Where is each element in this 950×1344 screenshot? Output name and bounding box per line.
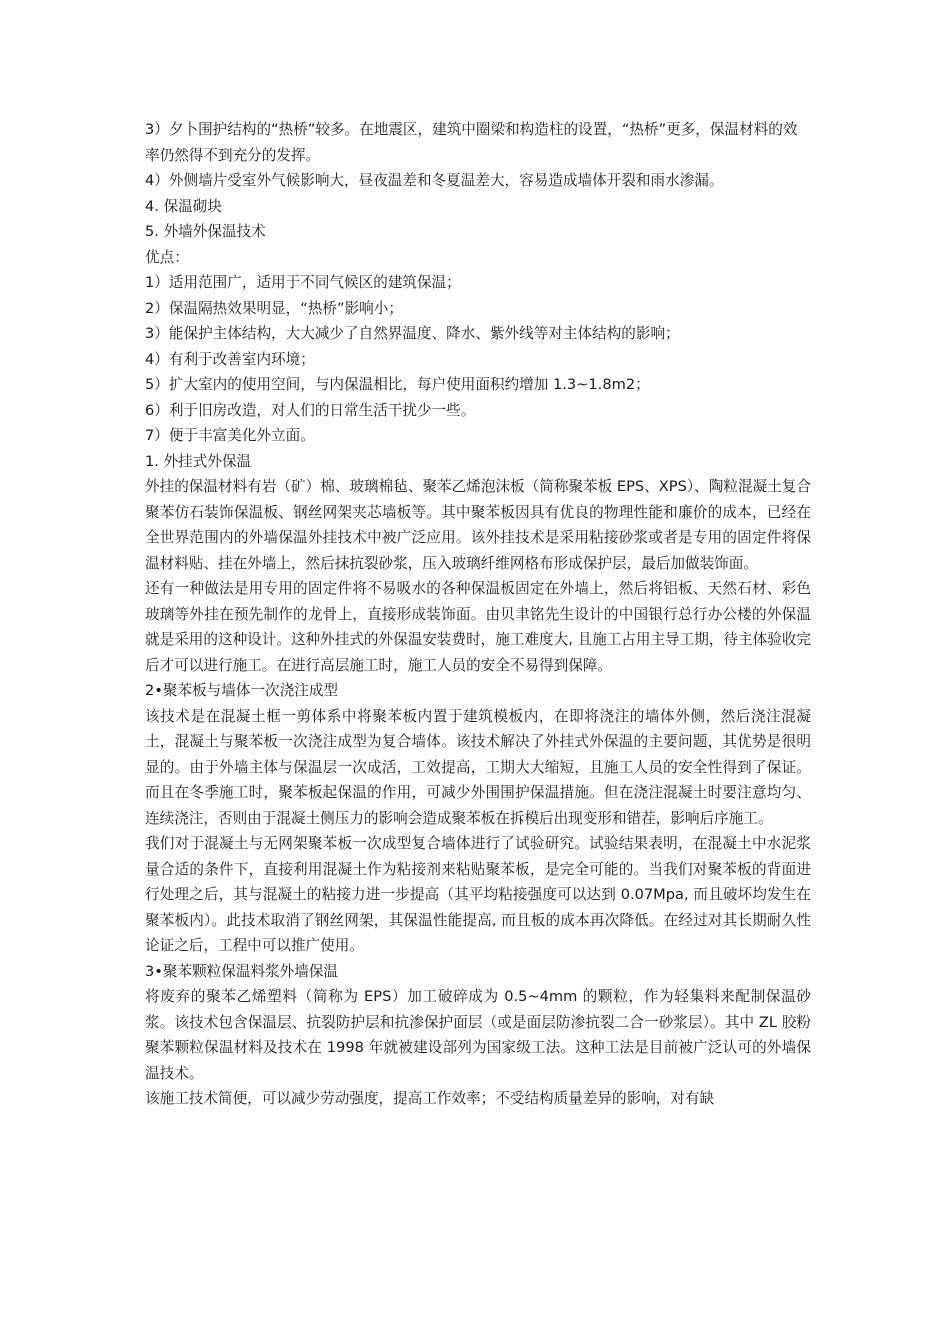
paragraph-eps-mortar: 将废弃的聚苯乙烯塑料（简称为 EPS）加工破碎成为 0.5~4mm 的颗粒，作为轻集料来配制保温砂浆。该技术包含保温层、抗裂防护层和抗渗保护面层（或是面层防渗抗裂二合一砂浆层）。其中 ZL 胶粉聚苯颗粒保温材料及技术在 1998 年就被建设部列为国家级工法。这种工法是目前被广泛认可的外墙保温技术。 [145, 988, 811, 1082]
heading-hanging-insulation: 1. 外挂式外保温 [145, 452, 252, 470]
paragraph-casting-research: 我们对于混凝土与无网架聚苯板一次成型复合墙体进行了试验研究。试验结果表明，在混凝土中水泥浆量合适的条件下，直接利用混凝土作为粘接剂来粘贴聚苯板，是完全可能的。当我们对聚苯板的背面进行处理之后，其与混凝土的粘接力进一步提高（其平均粘接强度可以达到 0.07Mpa, 而且破坏均发生在聚苯板内）。此技术取消了钢丝网架，其保温性能提高, 而且板的成本再次降低。在经过对其长期耐久性论证之后，工程中可以推广使用。 [145, 835, 811, 954]
heading-insulation-block: 4. 保温砌块 [145, 197, 222, 215]
list-item-advantage-2: 2）保温隔热效果明显，“热桥”影响小； [145, 299, 403, 317]
list-item-advantage-1: 1）适用范围广，适用于不同气候区的建筑保温； [145, 274, 461, 291]
paragraph-construction-simplicity: 该施工技术简便，可以减少劳动强度，提高工作效率；不受结构质量差异的影响，对有缺 [145, 1090, 715, 1107]
list-item-advantage-3: 3）能保护主体结构，大大减少了自然界温度、降水、紫外线等对主体结构的影响； [145, 325, 680, 342]
heading-external-insulation: 5. 外墙外保温技术 [145, 223, 266, 240]
paragraph-thermal-bridge: 3）夕卜围护结构的“热桥”较多。在地震区，建筑中圈梁和构造柱的设置，“热桥”更多，保温材料的效率仍然得不到充分的发挥。 [145, 121, 798, 164]
label-advantages: 优点： [145, 248, 189, 266]
list-item-advantage-6: 6）利于旧房改造，对人们的日常生活干扰少一些。 [145, 401, 476, 419]
list-item-advantage-7: 7）便于丰富美化外立面。 [145, 427, 315, 444]
document-body [145, 117, 811, 1112]
list-item-advantage-4: 4）有利于改善室内环境； [145, 350, 315, 368]
paragraph-casting-technique: 该技术是在混凝土框一剪体系中将聚苯板内置于建筑模板内，在即将浇注的墙体外侧，然后浇注混凝土，混凝土与聚苯板一次浇注成型为复合墙体。该技术解决了外挂式外保温的主要问题，其优势是很明显的。由于外墙主体与保温层一次成活，工效提高，工期大大缩短，且施工人员的安全性得到了保证。而且在冬季施工时，聚苯板起保温的作用，可减少外围围护保温措施。但在浇注混凝土时要注意均匀、连续浇注，否则由于混凝土侧压力的影响会造成聚苯板在拆模后出现变形和错茬，影响后序施工。 [145, 707, 811, 827]
paragraph-hanging-materials: 外挂的保温材料有岩（矿）棉、玻璃棉毡、聚苯乙烯泡沫板（简称聚苯板 EPS、XPS）、陶粒混凝土复合聚苯仿石装饰保温板、钢丝网架夹芯墙板等。其中聚苯板因具有优良的物理性能和廉价的成本，已经在全世界范围内的外墙保温外挂技术中被广泛应用。该外挂技术是采用粘接砂浆或者是专用的固定件将保温材料贴、挂在外墙上，然后抹抗裂砂浆，压入玻璃纤维网格布形成保护层，最后加做装饰面。 [145, 478, 811, 572]
paragraph-wall-cracking: 4）外侧墙片受室外气候影响大，昼夜温差和冬夏温差大，容易造成墙体开裂和雨水渗漏。 [145, 172, 724, 189]
heading-one-time-casting: 2•聚苯板与墙体一次浇注成型 [145, 682, 339, 699]
heading-eps-granule-mortar: 3•聚苯颗粒保温料浆外墙保温 [145, 962, 339, 980]
paragraph-hanging-alternative: 还有一种做法是用专用的固定件将不易吸水的各种保温板固定在外墙上，然后将铝板、天然石材、彩色玻璃等外挂在预先制作的龙骨上，直接形成装饰面。由贝聿铭先生设计的中国银行总行办公楼的外保温就是采用的这种设计。这种外挂式的外保温安装费时，施工难度大, 且施工占用主导工期，待主体验收完后才可以进行施工。在进行高层施工时，施工人员的安全不易得到保障。 [145, 580, 812, 674]
list-item-advantage-5: 5）扩大室内的使用空间，与内保温相比，每户使用面积约增加 1.3~1.8m2； [145, 376, 650, 393]
